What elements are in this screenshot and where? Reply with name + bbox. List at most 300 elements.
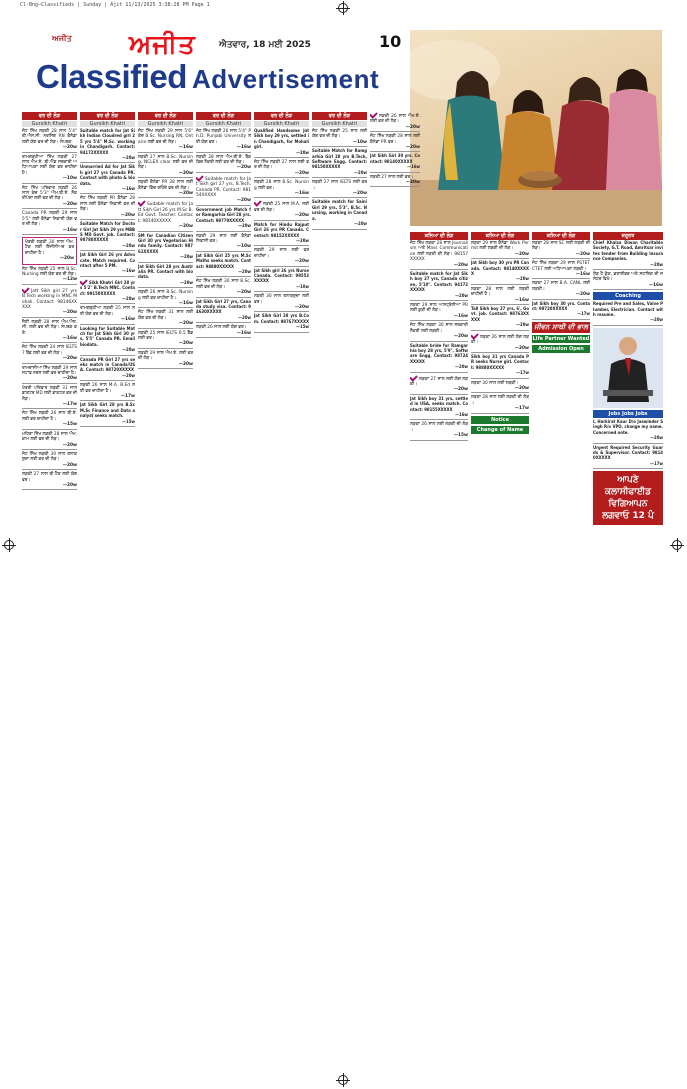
ad-text: ਲੜਕੀ 27 ਸਾਲ IELTS ਲਈ ਵਰ। — [312, 180, 367, 191]
promo-box: ਆਪਣੇ ਕਲਾਸੀਫਾਈਡ ਵਿਗਿਆਪਨ ਲਗਵਾਓ 12 ਪੰ — [593, 471, 663, 525]
ad-text: Jat Sikh Girl 28 yrs Australia PR. Contact with biodata. — [138, 264, 193, 281]
ad-text: ਖੱਤਰੀ ਲੜਕੀ 30 ਸਾਲ ਐਮ.ਟੈਕ ਲਈ ਇੰਜੀਨੀਅਰ ਵਰ ਚਾਹੀਦਾ ਹੈ। — [25, 239, 74, 256]
classified-ad — [196, 208, 251, 232]
classified-ad — [254, 180, 309, 198]
ad-code: —20w — [294, 213, 309, 219]
page-label: ਅਜੀਤ — [52, 34, 72, 43]
classified-ad — [22, 237, 77, 265]
ad-code: —20w — [180, 255, 193, 261]
ad-code: —20w — [238, 224, 251, 230]
classified-ad — [196, 300, 251, 324]
ad-code: —10w — [296, 284, 309, 290]
ad-text: ਮਹਿਰਾ ਸਿੱਖ ਲੜਕੀ 28 ਸਾਲ ਐਮ.ਕਾਮ ਲਈ ਵਰ ਦੀ ਲੋੜ। — [22, 431, 77, 443]
ad-code: —16w — [62, 227, 77, 233]
classified-ad — [138, 310, 193, 328]
ad-code: —20w — [575, 251, 590, 257]
column-header: ਕਨਿਆ ਦੀ ਲੋੜ — [410, 232, 468, 240]
life-partner-banner: ਜੀਵਨ ਸਾਥੀ ਦੀ ਭਾਲ — [532, 322, 590, 333]
classified-ad — [471, 261, 529, 285]
ad-text: Jatt Sikh girl 27 yrs B.Tech working in MNC Mohali. Contact: 98146XXXXX — [22, 288, 77, 310]
classified-ad — [410, 323, 468, 341]
classified-ad — [254, 269, 309, 293]
checkmark-icon — [471, 331, 479, 339]
ad-code: —20w — [62, 482, 77, 488]
ad-code: —10w — [352, 139, 367, 145]
ad-code: —17w — [120, 394, 135, 400]
classified-ad — [138, 290, 193, 308]
classified-ad — [22, 155, 77, 184]
classified-column — [22, 112, 77, 1067]
ad-code: —16w — [236, 330, 251, 336]
classified-ad — [410, 303, 468, 321]
ad-text: ਲੜਕੀ 26 ਸਾਲ ਲਈ ਯੋਗ ਵਰ। — [196, 325, 247, 331]
classified-ad — [532, 241, 590, 259]
classified-ad — [22, 320, 77, 344]
checkmark-icon — [138, 199, 146, 207]
classified-ad — [370, 175, 420, 188]
ad-code: —20w — [236, 290, 251, 296]
column-header: ਵਰ ਦੀ ਲੋੜ — [138, 112, 193, 120]
jobs-banner: Jobs Jobs Jobs — [593, 410, 663, 418]
column-header: ਵਰ ਦੀ ਲੋੜ — [254, 112, 309, 120]
ad-code: —16w — [122, 269, 135, 275]
ad-code: —16w — [575, 272, 590, 278]
ad-code: —20w — [516, 323, 529, 329]
classified-ad — [80, 358, 135, 382]
classified-ad — [80, 403, 135, 427]
classified-ad — [138, 180, 193, 198]
ad-code: —20w — [180, 280, 193, 286]
section-heading — [36, 58, 379, 96]
ad-text: ਲੜਕੀ 27 ਸਾਲ ਲਈ ਵਰ। — [370, 174, 414, 180]
ad-text: Jat Sikh Girl 28 yrs B.Com. Contact: 98767XXXXX — [254, 314, 309, 325]
column-header: ਕਨਿਆ ਦੀ ਲੋੜ — [471, 232, 529, 240]
classified-ad — [410, 344, 468, 373]
ad-code: —20w — [236, 198, 251, 204]
classified-ad — [532, 281, 590, 299]
classified-column — [312, 112, 367, 1067]
coaching-banner: Coaching — [593, 292, 663, 300]
classified-ad — [196, 279, 251, 297]
classified-ad — [138, 234, 193, 263]
ad-code: —20w — [178, 170, 193, 176]
ad-code: —15w — [122, 419, 135, 425]
ad-code: —17w — [516, 371, 529, 377]
classified-ad — [312, 180, 367, 198]
ad-code: —16w — [178, 145, 193, 151]
ad-code: —20w — [178, 341, 193, 347]
ad-code: —20w — [514, 251, 529, 257]
classified-ad — [80, 196, 135, 220]
ad-code: —20w — [453, 387, 468, 393]
classified-ad — [22, 287, 77, 318]
checkmark-icon — [196, 173, 204, 181]
ad-text: ਜੱਟ ਸਿੱਖ ਲੜਕੀ 26 ਸਾਲ ਬੀ.ਏ. ਲਈ ਵਰ ਚਾਹੀਦਾ ਹੈ। — [22, 411, 77, 422]
ad-text: Tall Sikh boy 27 yrs, 6', Govt. job. Contact: 98763XXXXX — [471, 307, 529, 323]
classified-column — [196, 112, 251, 1067]
classified-ad — [410, 375, 468, 395]
ad-code: —20w — [62, 462, 77, 468]
ad-text: ਜੱਟ ਸਿੱਖ ਲੜਕੀ 30 ਸਾਲ ਤਲਾਕਸ਼ੁਦਾ ਲਈ ਵਰ ਦੀ ਲੋੜ। — [22, 451, 77, 463]
classified-ad — [80, 327, 135, 356]
ad-text: Unmarried Ad for Jat Sikh girl 27 yrs Canada PR. Contact with photo & biodata. — [80, 165, 135, 187]
ad-code: —20w — [455, 293, 468, 299]
ad-text: Suitable Match for Ramgarhia Girl 28 yrs B.Tech, Software Engg. Contact: 98150XXXXX — [312, 149, 367, 171]
ad-code: —16w — [62, 336, 77, 341]
ad-code: —15w — [296, 325, 309, 331]
ad-text: Suitable match for Saini Girl 29 yrs, 5'3", B.Sc. Nursing, working in Canada. — [312, 200, 367, 222]
ad-text: SM for Canadian Citizen Girl 30 yrs Vegetarian Hindu family. Contact: 98761XXXXX — [138, 233, 193, 255]
ad-text: ਲੜਕਾ 30 ਸਾਲ ਲਈ ਲੜਕੀ। — [471, 380, 519, 386]
checkmark-icon — [370, 112, 378, 119]
classified-ad — [254, 200, 309, 220]
ad-text: ਲੜਕੀ 29 ਸਾਲ ਐਮ.ਏ. ਲਈ ਵਰ ਦੀ ਲੋੜ। — [138, 350, 193, 362]
ad-text: Sikh boy 31 yrs Canada PR seeks Nurse girl. Contact: 98880XXXXX — [471, 354, 529, 371]
classified-ad — [254, 129, 309, 158]
ad-text: Jat Sikh girl 26 yrs Nurse Canada. Contact: 98553XXXXX — [254, 268, 309, 285]
ad-code: —16w — [514, 297, 529, 303]
classified-ad — [410, 422, 468, 440]
classified-ad — [80, 306, 135, 324]
ad-code: —20w — [296, 238, 309, 244]
category-bar: Gursikh Khatri — [138, 121, 193, 127]
classified-ad — [254, 314, 309, 332]
ad-code: —20w — [122, 296, 135, 302]
classified-ad — [312, 149, 367, 178]
ad-text: ਜੱਟ ਸਿੱਖ ਲੜਕੀ 28 ਸਾਲ ਲਈ ਕੈਨੇਡਾ PR ਵਰ। — [370, 134, 420, 145]
ad-text: ਜੱਟ ਸਿੱਖ ਲੜਕੀ 27 ਸਾਲ ਲਈ ਵਰ ਦੀ ਲੋੜ। — [254, 160, 309, 171]
column-header: ਵਰ ਦੀ ਲੋੜ — [22, 112, 77, 120]
ad-code: —20w — [122, 243, 135, 249]
ad-code: —20w — [178, 191, 193, 197]
classified-ad — [22, 366, 77, 384]
ad-code: —16w — [453, 313, 468, 319]
classified-ad — [312, 200, 367, 229]
paper-title: ਅਜੀਤ — [129, 30, 196, 60]
classified-ad — [196, 254, 251, 278]
classified-ad — [22, 432, 77, 450]
category-bar: Gursikh Khatri — [196, 121, 251, 127]
ad-text: ਲੜਕੀ 29 ਸਾਲ ਲਈ ਵਰ ਚਾਹੀਦਾ। — [254, 248, 309, 259]
classified-ad — [196, 325, 251, 338]
classified-ad — [370, 134, 420, 152]
classified-ad — [80, 279, 135, 305]
classified-ad — [370, 112, 420, 132]
ad-text: ਲੜਕਾ 29 ਸਾਲ ਆਸਟ੍ਰੇਲੀਆ PR ਲਈ ਕੁੜੀ ਦੀ ਲੋੜ। — [410, 303, 468, 314]
ad-code: —20w — [514, 385, 529, 391]
life-partner-en-banner: Life Partner Wanted — [532, 335, 590, 342]
ad-code: —16w — [407, 165, 420, 171]
category-bar: Gursikh Khatri — [22, 121, 77, 127]
classified-ad: ਲੋੜ ਹੈ ਕੁੱਕ, ਡਰਾਈਵਰ ਅਤੇ ਸਹਾਇਕ ਦੀ ਜਲੰਧਰ ਵਿਖੇ। —16w — [593, 272, 663, 290]
ad-text: ਲੜਕੀ 29 ਸਾਲ ਲਈ ਕੈਨੇਡਾ ਨਿਵਾਸੀ ਵਰ। — [196, 233, 251, 244]
admission-banner: Admission Open — [532, 345, 590, 353]
classified-column — [410, 232, 468, 1067]
category-bar: Gursikh Khatri — [80, 121, 135, 127]
classified-ad — [196, 129, 251, 153]
ad-text: ਜੱਟ ਸਿੱਖ ਲੜਕੀ 28 ਸਾਲ 5'4" ਬੀ.ਐਸ.ਸੀ. ਨਰਸਿੰਗ RN ਕੈਨੇਡਾ ਲਈ ਯੋਗ ਵਰ ਦੀ ਲੋੜ। ਸੰਪਰਕ: — [22, 129, 77, 145]
registration-mark-icon — [338, 3, 348, 13]
ad-text: Jat Sikh Girl 26 yrs Advocate. Match required. Contact after 5 PM. — [80, 253, 135, 269]
ad-text: Suitable match for Jat Sikh boy 27 yrs, Canada citizen, 5'10". Contact: 94172XXXXX — [410, 272, 468, 294]
classified-ad — [138, 331, 193, 349]
classified-ad — [471, 395, 529, 413]
ad-code: —20w — [352, 191, 367, 197]
page-number: 10 — [379, 32, 402, 51]
classified-ad — [471, 355, 529, 379]
classified-ad — [254, 248, 309, 266]
classified-ad — [22, 472, 77, 490]
classified-column — [80, 112, 135, 1067]
ad-code: —17w — [62, 402, 77, 408]
classified-ad — [80, 165, 135, 194]
print-slug: Cl-Bng—Classifieds | Sunday | Ajit 11/13/2025 3:38:28 PM Page 1 — [20, 2, 210, 8]
registration-mark-icon — [672, 540, 682, 550]
ad-text: ਲੜਕੀ 30 ਸਾਲ ਤਲਾਕਸ਼ੁਦਾ ਲਈ ਵਰ। — [254, 294, 309, 305]
classified-column — [254, 112, 309, 1067]
classified-ad — [22, 211, 77, 235]
classified-ad — [138, 129, 193, 153]
ad-code: —16w — [178, 300, 193, 306]
checkmark-icon — [254, 199, 262, 207]
classified-column — [532, 232, 590, 1067]
column-header: ਜ਼ਰੂਰਤ — [593, 232, 663, 240]
classified-ad — [410, 241, 468, 270]
ad-text: Suitable match for Jat Sikh girl 27 yrs, B.Tech, Canada PR. Contact: 98154XXXXX — [196, 176, 251, 199]
ad-text: ਲੜਕੀ 26 ਸਾਲ M.A. B.Ed ਲਈ ਵਰ ਚਾਹੀਦਾ ਹੈ। — [80, 383, 135, 394]
classified-ad — [471, 307, 529, 331]
right-column — [593, 232, 663, 1067]
classified-ad — [410, 272, 468, 301]
classified-ad — [22, 386, 77, 410]
ad-text: Suitable match for Jatt Sikh Girl 26 yrs M.Sc B.Ed Govt. Teacher. Contact: 98140XXXXX — [138, 202, 193, 224]
ad-code: —15w — [62, 422, 77, 428]
ad-text: ਜੱਟ ਸਿੱਖ ਲੜਕੀ 30 ਸਾਲ B.Sc. ਲਈ ਵਰ ਦੀ ਲੋੜ। — [196, 279, 251, 290]
ad-text: ਜੱਟ ਸਿੱਖ ਲੜਕੀ 31 ਸਾਲ ਲਈ ਯੋਗ ਵਰ ਦੀ ਲੋੜ। — [138, 310, 193, 321]
ad-code: —17w — [514, 406, 529, 412]
ad-code: —20w — [122, 348, 135, 354]
ad-text: ਲੜਕੀ ਕੈਨੇਡਾ PR 28 ਸਾਲ ਲਈ ਕੈਨੇਡਾ ਵਿੱਚ ਰਹਿੰਦੇ ਵਰ ਦੀ ਲੋੜ। — [138, 180, 193, 191]
ad-code: —20w — [62, 310, 77, 316]
ad-code: —20w — [405, 145, 420, 151]
ad-code: —20w — [238, 269, 251, 275]
classified-ad — [532, 302, 590, 320]
classified-ad — [370, 154, 420, 172]
ad-code: —16w — [120, 317, 135, 323]
ad-text: ਜੱਟ ਸਿੱਖ ਲੜਕੀ 25 ਸਾਲ ਲਈ ਯੋਗ ਵਰ ਦੀ ਲੋੜ। — [312, 129, 367, 140]
ad-text: ਲੜਕਾ 28 ਸਾਲ SC ਲਈ ਲੜਕੀ ਦੀ ਲੋੜ। — [532, 241, 590, 252]
ad-text: Jat Sikh Girl 28 yrs B.Sc M.Sc Finance and Data analyst seeks match. — [80, 403, 135, 420]
ad-text: Jat Sikh boy 30 yrs. Contact: 98720XXXXX — [532, 301, 590, 313]
classified-ad: I, Harkirat Kaur D/o Jaswinder Singh R/o VPO, change my name. Concerned note. —20w — [593, 420, 663, 444]
ad-text: ਲੜਕਾ 27 ਸਾਲ B.A. CANL ਲਈ ਲੜਕੀ। — [532, 281, 590, 292]
ad-text: ਲੜਕੀ 26 ਸਾਲ ਐਮ.ਏ. ਲਈ ਵਰ ਦੀ ਲੋੜ। — [370, 114, 420, 125]
ad-text: ਜੱਟ ਸਿੱਖ ਲੜਕੀ 25 ਸਾਲ B.Sc. Nursing ਲਈ ਯੋਗ ਵਰ ਦੀ ਲੋੜ। — [22, 266, 77, 277]
ad-text: ਜੱਟ ਸਿੱਖ ਲੜਕਾ 28 ਸਾਲ Journalism ਅਤੇ Mass Communication ਲਈ ਲੜਕੀ ਦੀ ਲੋੜ। 98157XXXXX — [410, 241, 468, 263]
classified-ad — [410, 397, 468, 421]
ad-text: ਰਾਮਗੜ੍ਹੀਆ ਲੜਕੀ 25 ਸਾਲ ਲਈ ਯੋਗ ਵਰ ਦੀ ਲੋੜ। — [80, 306, 135, 317]
ad-code: —20w — [120, 212, 135, 218]
ad-text: Qualified Handsome Jat Sikh boy 29 yrs, settled in Chandigarh, for Mohali girl. — [254, 129, 309, 151]
ad-text: ਜੱਟ ਸਿੱਖ ਲੜਕੀ 29 ਸਾਲ 5'6" ਕੱਦ B.Sc. Nursing RN, Ontario ਲਈ ਵਰ ਦੀ ਲੋੜ। — [138, 129, 193, 145]
ad-code: —16w — [122, 187, 135, 193]
ad-code: —20w — [405, 124, 420, 130]
classified-ad — [138, 351, 193, 369]
registration-mark-icon — [338, 1075, 348, 1085]
ad-text: ਰਾਮਦਾਸੀਆ ਸਿੱਖ ਲੜਕੀ 29 ਸਾਲ ਸਟਾਫ ਨਰਸ ਲਈ ਵਰ ਚਾਹੀਦਾ ਹੈ। — [22, 365, 77, 377]
classified-ad — [471, 241, 529, 259]
ad-code: —20w — [236, 165, 251, 171]
classified-ad — [471, 287, 529, 305]
businessman-image — [593, 328, 663, 408]
ad-code: —20w — [455, 365, 468, 371]
ad-code: —15w — [453, 433, 468, 439]
ad-code: —20w — [62, 356, 77, 362]
column-header: ਵਰ ਦੀ ਲੋੜ — [80, 112, 135, 120]
ad-text: Suitable Match for Doctor Girl Jat Sikh 29 yrs MBBS MD Govt. job. Contact: 98780XXXXX — [80, 222, 135, 244]
checkmark-icon — [80, 277, 88, 285]
ad-text: ਲੜਕਾ 26 ਸਾਲ ਲਈ ਯੋਗ ਲੜਕੀ। — [471, 334, 529, 346]
column-header: ਵਰ ਦੀ ਲੋੜ — [196, 112, 251, 120]
ad-text: Jat Sikh Girl 27 yrs, Canada study visa. Contact: 94630XXXXX — [196, 299, 251, 316]
ad-code: —20w — [354, 170, 367, 176]
classified-ad: Chief Khalsa Diwan Charitable Society, G.T. Road, Amritsar invites tender from Building Insurance Companies. —20w — [593, 241, 663, 270]
ad-code: —20w — [178, 321, 193, 327]
ad-code: —20w — [238, 315, 251, 321]
classified-ad — [22, 129, 77, 153]
ad-text: ਜੱਟ ਸਿੱਖ ਲੜਕਾ 29 ਸਾਲ PSTET CTET ਲਈ ਅਧਿਆਪਕਾ ਲੜਕੀ। — [532, 261, 590, 272]
ad-text: ਜੱਟ ਸਿੱਖ ਲੜਕਾ 30 ਸਾਲ ਸਰਕਾਰੀ ਨੌਕਰੀ ਲਈ ਲੜਕੀ। — [410, 323, 468, 334]
ad-code: —20w — [59, 256, 74, 262]
ad-code: —20w — [122, 156, 135, 162]
classified-ad — [80, 383, 135, 401]
ad-code: —20w — [516, 277, 529, 283]
ad-text: Sikh Khatri Girl 28 yrs 5'2" B.Tech MNC. Contact: 99150XXXXX — [80, 280, 135, 297]
ad-code: —17w — [577, 312, 590, 318]
category-bar: Gursikh Khatri — [312, 121, 367, 127]
classified-ad — [22, 411, 77, 429]
ad-code: —20w — [405, 180, 420, 186]
classified-ad — [254, 294, 309, 312]
ad-text: Jat Sikh Girl 30 yrs. Contact: 98140XXXXX — [370, 154, 420, 165]
classified-ad — [254, 160, 309, 178]
ad-text: ਜੱਟ ਸਿੱਖ ਪਰਿਵਾਰ ਲੜਕੀ 26 ਸਾਲ ਕੱਦ 5'3" ਐਮ.ਬੀ.ਏ. ਨੌਕਰੀਪੇਸ਼ਾ ਲਈ ਵਰ ਦੀ ਲੋੜ। — [22, 185, 77, 202]
ad-text: ਲੜਕੀ 26 ਸਾਲ B.Sc. Nursing ਲਈ ਵਰ ਚਾਹੀਦਾ ਹੈ। — [138, 290, 193, 301]
classified-ad — [22, 345, 77, 363]
ad-code: —16w — [294, 191, 309, 197]
ad-text: ਲੜਕਾ 28 ਸਾਲ ਲਈ ਲੜਕੀ ਦੀ ਲੋੜ। — [471, 395, 529, 406]
ad-code: —20w — [178, 361, 193, 367]
classified-ad — [196, 175, 251, 206]
ad-code: —20w — [296, 150, 309, 156]
ad-text: ਲੜਕੀ 28 ਸਾਲ ਐਮ.ਬੀ.ਏ. ਬੈਂਕ ਵਿਚ ਨੌਕਰੀ ਲਈ ਵਰ ਦੀ ਲੋੜ। — [196, 154, 251, 166]
classified-ad: Urgent Required Security Guards & Supervisor. Contact: 98140XXXXX —17w — [593, 446, 663, 470]
ad-text: ਲੜਕਾ 27 ਸਾਲ ਲਈ ਯੋਗ ਲੜਕੀ। — [410, 376, 468, 387]
ad-text: ਲੜਕੀ 27 ਸਾਲ B.Sc. Nursing, NCLEX clear ਲਈ ਵਰ ਦੀ ਲੋੜ। — [138, 154, 193, 171]
ad-text: Looking for Suitable Match for Jat Sikh Girl 30 yrs, 5'5" Canada PR. Email biodata. — [80, 326, 135, 348]
hero-illustration — [410, 30, 662, 226]
heading-advertisement: Advertisement — [192, 64, 380, 94]
ad-text: Match for Hindu Rajput Girl 26 yrs PR Canada. Contact: 98152XXXXX — [254, 222, 309, 239]
classified-ad — [22, 186, 77, 210]
classified-ad — [196, 155, 251, 173]
ad-text: ਲੜਕੀ 28 ਸਾਲ B.Sc. Nursing ਲਈ ਵਰ। — [254, 180, 309, 191]
ad-code: —20w — [62, 201, 77, 207]
registration-mark-icon — [4, 540, 14, 550]
ad-text: Jat Sikh Girl 25 yrs M.Sc Maths seeks match. Contact: 98880XXXXX — [196, 253, 251, 270]
ad-code: —10w — [62, 176, 77, 182]
businessman-icon — [593, 328, 663, 408]
ad-code: —16w — [236, 145, 251, 151]
ad-text: ਲੜਕਾ 29 ਸਾਲ ਕੈਨੇਡਾ Work Permit ਲਈ ਲੜਕੀ ਦੀ ਲੋੜ। — [471, 241, 529, 252]
ad-text: ਲੜਕਾ 26 ਸਾਲ ਲਈ ਲੜਕੀ ਦੀ ਲੋੜ। — [410, 422, 468, 433]
ad-text: Canada PR ਲੜਕੀ 29 ਸਾਲ 5'5" ਲਈ ਕੈਨੇਡਾ ਨਿਵਾਸੀ ਯੋਗ ਵਰ ਦੀ ਲੋੜ। — [22, 211, 77, 228]
classified-ad — [22, 267, 77, 285]
ad-code: —20w — [62, 376, 77, 382]
masthead — [24, 30, 412, 106]
ad-code: —16w — [455, 412, 468, 418]
ad-text: ਖੱਤਰੀ ਪਰਿਵਾਰ ਲੜਕੀ 31 ਸਾਲ ਡਾਕਟਰ MD ਲਈ ਡਾਕਟਰ ਵਰ ਦੀ ਲੋੜ। — [22, 385, 77, 402]
ad-text: Canada PR Girl 27 yrs seeks match in Canada/USA. Contact: 98720XXXXX — [80, 357, 135, 374]
classified-ad — [138, 265, 193, 289]
ad-text: ਜੱਟ ਸਿੱਖ ਲੜਕੀ 26 ਸਾਲ 5'4" Ph.D. Punjabi University ਲਈ ਯੋਗ ਵਰ। — [196, 129, 251, 145]
classified-ad — [471, 333, 529, 353]
ad-text: Government job Match for Ramgarhia Girl 28 yrs. Contact: 98779XXXXX — [196, 207, 251, 224]
classified-ad — [532, 261, 590, 279]
ad-text: ਸੈਣੀ ਲੜਕੀ 28 ਸਾਲ ਐਮ.ਐਸ.ਸੀ. ਲਈ ਵਰ ਦੀ ਲੋੜ। ਸੰਪਰਕ ਕਰੋ: — [22, 319, 77, 336]
ad-code: —20w — [514, 345, 529, 351]
classified-ad — [80, 222, 135, 251]
ad-text: ਲੜਕਾ 28 ਸਾਲ ਲਈ ਲੜਕੀ ਚਾਹੀਦੀ ਹੈ। — [471, 286, 529, 298]
ad-text: ਰਾਮਗੜ੍ਹੀਆ ਸਿੱਖ ਲੜਕੀ 27 ਸਾਲ ਐਮ.ਏ. ਬੀ.ਐੱਡ ਸਰਕਾਰੀ ਅਧਿਆਪਕਾ ਲਈ ਯੋਗ ਵਰ ਚਾਹੀਦਾ ਹੈ। — [22, 154, 77, 176]
ad-text: Suitable bride for Ramgarhia boy 28 yrs, 5'9", Software Engg. Contact: 98724XXXXX — [410, 343, 468, 365]
change-name-banner: Change of Name — [471, 426, 529, 434]
women-illustration-icon — [410, 30, 662, 226]
category-bar: Gursikh Khatri — [254, 121, 309, 127]
ad-code: —20w — [294, 304, 309, 310]
classified-column — [138, 112, 193, 1067]
classified-ad — [196, 234, 251, 252]
ad-code: —20w — [575, 292, 590, 298]
ad-text: Jat Sikh boy 31 yrs, settled in USA, seeks match. Contact: 98155XXXXX — [410, 396, 468, 413]
ad-code: —20w — [62, 442, 77, 448]
classified-ad — [80, 129, 135, 163]
ad-text: Suitable match for Jat Sikh Indian Cloudred girl 25 yrs 5'4" M.Sc. working in Chandigarh. Contact: 94172XXXXX — [80, 129, 135, 156]
heading-classified: Classified — [36, 58, 187, 95]
column-header: ਵਰ ਦੀ ਲੋੜ — [312, 112, 367, 120]
ad-code: —20w — [354, 222, 367, 228]
ad-text: ਲੜਕੀ 27 ਸਾਲ ਬੀ.ਟੈੱਕ ਲਈ ਯੋਗ ਵਰ। — [22, 472, 77, 483]
ad-code: —20w — [453, 262, 468, 268]
checkmark-icon — [22, 285, 30, 293]
ad-text: ਜੱਟ ਸਿੱਖ ਲੜਕੀ 24 ਸਾਲ IELTS 7 ਬੈਂਡ ਲਈ ਵਰ ਦੀ ਲੋੜ। — [22, 345, 77, 356]
ad-code: —20w — [178, 224, 193, 230]
ad-code: —20w — [122, 373, 135, 379]
ad-text: ਜੱਟ ਸਿੱਖ ਲੜਕੀ PR ਕੈਨੇਡਾ 28 ਸਾਲ ਲਈ ਕੈਨੇਡਾ ਨਿਵਾਸੀ ਵਰ ਦੀ ਲੋੜ। — [80, 196, 135, 213]
ad-text: ਲੜਕੀ 25 ਸਾਲ M.A. ਲਈ ਵਰ ਦੀ ਲੋੜ। — [254, 202, 309, 213]
classified-ad — [22, 452, 77, 470]
ad-code: —20w — [453, 334, 468, 340]
classified-ad — [138, 200, 193, 231]
ad-code: —10w — [236, 244, 251, 250]
ad-code: —12w — [62, 277, 77, 283]
ad-code: —20w — [294, 259, 309, 265]
classified-column — [471, 232, 529, 1067]
classified-ad: Required Pre and Sales, Valve Plumber, Electrician. Contact with resume. —20w — [593, 302, 663, 326]
classified-ad — [80, 253, 135, 277]
classified-ad — [471, 381, 529, 394]
checkmark-icon — [410, 373, 418, 381]
